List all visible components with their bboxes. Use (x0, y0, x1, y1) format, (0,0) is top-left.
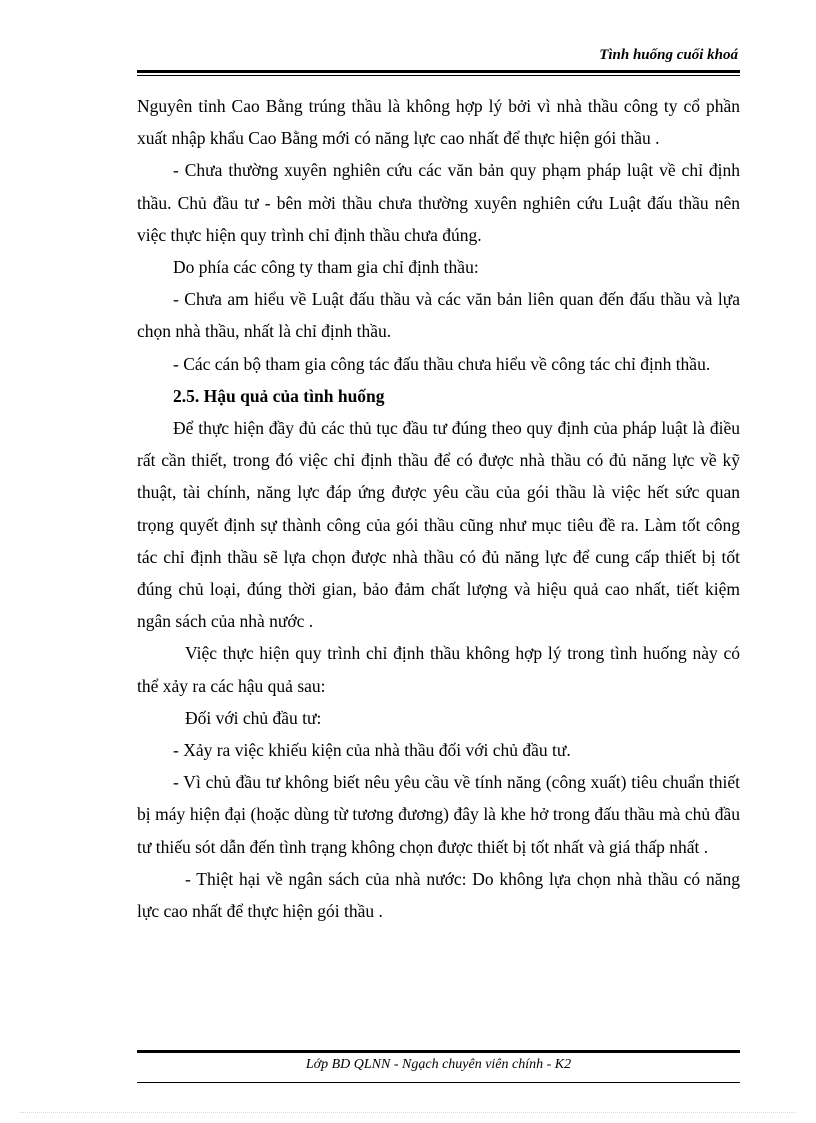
paragraph: Do phía các công ty tham gia chỉ định thầu: (173, 257, 479, 278)
body-text (137, 90, 740, 927)
paragraph: Nguyên tỉnh Cao Bằng trúng thầu là không hợp lý bởi vì nhà thầu công ty cổ phần xuất nhập khẩu Cao Bằng mới có năng lực cao nhất để thực hiện gói thầu . (137, 96, 740, 149)
footer-rule (137, 1050, 740, 1053)
page-edge-dots (20, 1112, 796, 1113)
paragraph: - Chưa thường xuyên nghiên cứu các văn bản quy phạm pháp luật về chỉ định thầu. Chủ đầu tư - bên mời thầu chưa thường xuyên nghiên cứu Luật đấu thầu nên việc thực hiện quy trình chỉ định thầu chưa đúng. (137, 160, 740, 245)
paragraph: Để thực hiện đầy đủ các thủ tục đầu tư đúng theo quy định của pháp luật là điều rất cần thiết, trong đó việc chỉ định thầu để có được nhà thầu có đủ năng lực về kỹ thuật, tài chính, năng lực đáp ứng được yêu cầu của gói thầu là việc hết sức quan trọng quyết định sự thành công của gói thầu cũng như mục tiêu đề ra. Làm tốt công tác chỉ định thầu sẽ lựa chọn được nhà thầu có đủ năng lực để cung cấp thiết bị tốt đúng chủ loại, đúng thời gian, bảo đảm chất lượng và hiệu quả cao nhất, tiết kiệm ngân sách của nhà nước . (137, 418, 740, 632)
paragraph: - Xảy ra việc khiếu kiện của nhà thầu đối với chủ đầu tư. (173, 740, 571, 761)
section-heading: 2.5. Hậu quả của tình huống (173, 385, 385, 406)
paragraph: - Các cán bộ tham gia công tác đấu thầu chưa hiểu về công tác chỉ định thầu. (173, 353, 711, 374)
header-title: Tình huống cuối khoá (599, 47, 738, 63)
footer-text: Lớp BD QLNN - Ngạch chuyên viên chính - K2 (305, 1057, 572, 1072)
paragraph: Đối với chủ đầu tư: (185, 707, 322, 728)
header-rule (137, 70, 740, 73)
paragraph: - Vì chủ đầu tư không biết nêu yêu cầu về tính năng (công xuất) tiêu chuẩn thiết bị máy hiện đại (hoặc dùng từ tương đương) đây là khe hở trong đấu thầu mà chủ đầu tư thiếu sót dẫn đến tình trạng không chọn được thiết bị tốt nhất và giá thấp nhất . (137, 772, 740, 857)
paragraph: Việc thực hiện quy trình chỉ định thầu không hợp lý trong tình huống này có thể xảy ra các hậu quả sau: (137, 643, 740, 696)
footer-rule-thin (137, 1082, 740, 1083)
paragraph: - Chưa am hiểu về Luật đấu thầu và các văn bản liên quan đến đấu thầu và lựa chọn nhà thầu, nhất là chỉ định thầu. (137, 289, 740, 342)
header-rule-thin (137, 75, 740, 76)
paragraph: - Thiệt hại về ngân sách của nhà nước: Do không lựa chọn nhà thầu có năng lực cao nhất để thực hiện gói thầu . (137, 868, 740, 922)
